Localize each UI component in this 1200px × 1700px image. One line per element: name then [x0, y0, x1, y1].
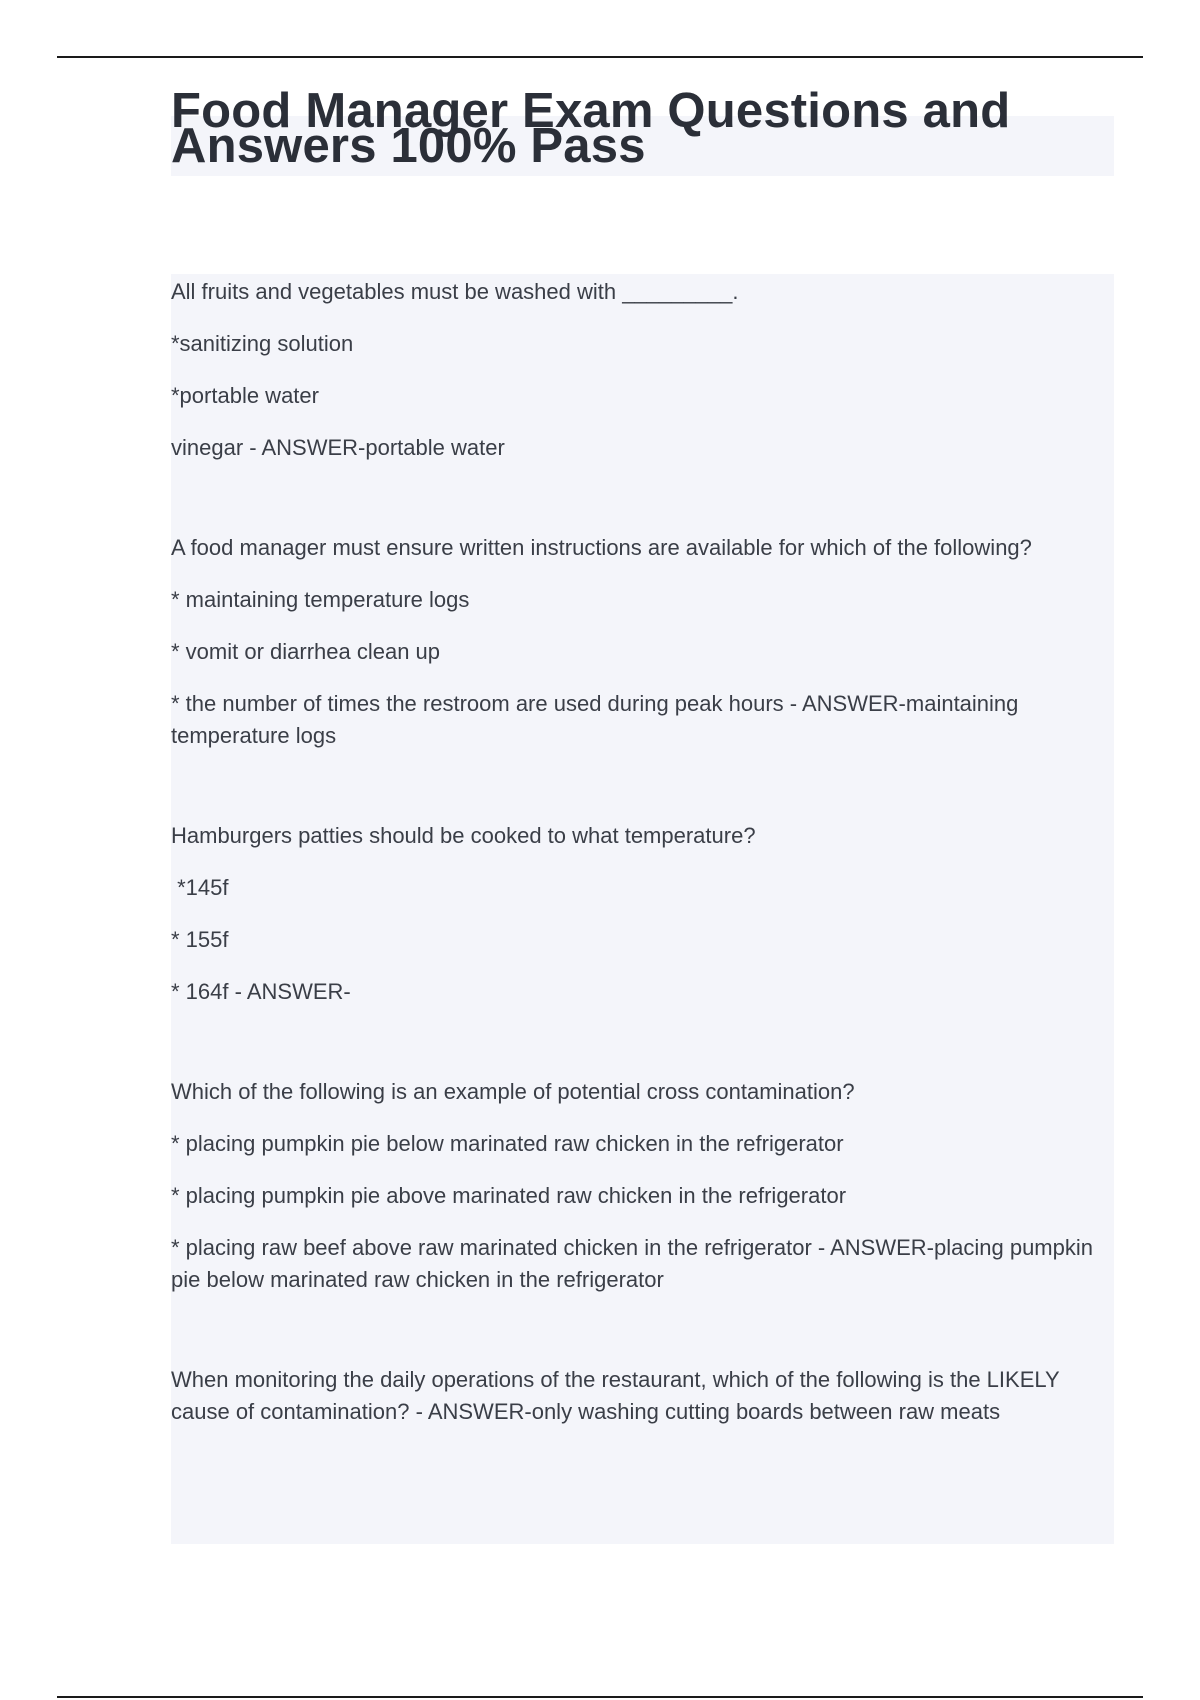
question-text: Hamburgers patties should be cooked to what temperature? [171, 823, 756, 848]
answer-option: * placing pumpkin pie above marinated raw chicken in the refrigerator [171, 1183, 847, 1208]
answer-option: * 155f [171, 927, 229, 952]
question-text: A food manager must ensure written instructions are available for which of the following? [171, 535, 1032, 560]
bottom-rule [57, 1696, 1143, 1698]
answer-option-with-answer: * the number of times the restroom are used during peak hours - ANSWER-maintaining temperature logs [171, 691, 1019, 748]
question-block [171, 274, 1111, 464]
answer-option: * placing pumpkin pie below marinated raw chicken in the refrigerator [171, 1131, 844, 1156]
answer-option: *portable water [171, 383, 319, 408]
question-block [171, 820, 1111, 1008]
answer-option-with-answer: vinegar - ANSWER-portable water [171, 435, 505, 460]
question-list [171, 274, 1111, 1496]
answer-option: *145f [171, 875, 229, 900]
question-block [171, 1364, 1111, 1428]
document-title: Food Manager Exam Questions and Answers 100% Pass [171, 84, 1011, 173]
question-block [171, 532, 1111, 752]
answer-option-with-answer: * placing raw beef above raw marinated chicken in the refrigerator - ANSWER-placing pumpkin pie below marinated raw chicken in the refrigerator [171, 1235, 1093, 1292]
answer-option: *sanitizing solution [171, 331, 354, 356]
answer-option: * vomit or diarrhea clean up [171, 639, 441, 664]
question-block [171, 1076, 1111, 1296]
question-text: All fruits and vegetables must be washed with _________. [171, 279, 739, 304]
question-text-with-answer: When monitoring the daily operations of the restaurant, which of the following is the LIKELY cause of contamination? - ANSWER-only washing cutting boards between raw meats [171, 1367, 1060, 1424]
question-text: Which of the following is an example of potential cross contamination? [171, 1079, 855, 1104]
answer-option: * maintaining temperature logs [171, 587, 470, 612]
answer-option-with-answer: * 164f - ANSWER- [171, 979, 351, 1004]
top-rule [57, 56, 1143, 58]
